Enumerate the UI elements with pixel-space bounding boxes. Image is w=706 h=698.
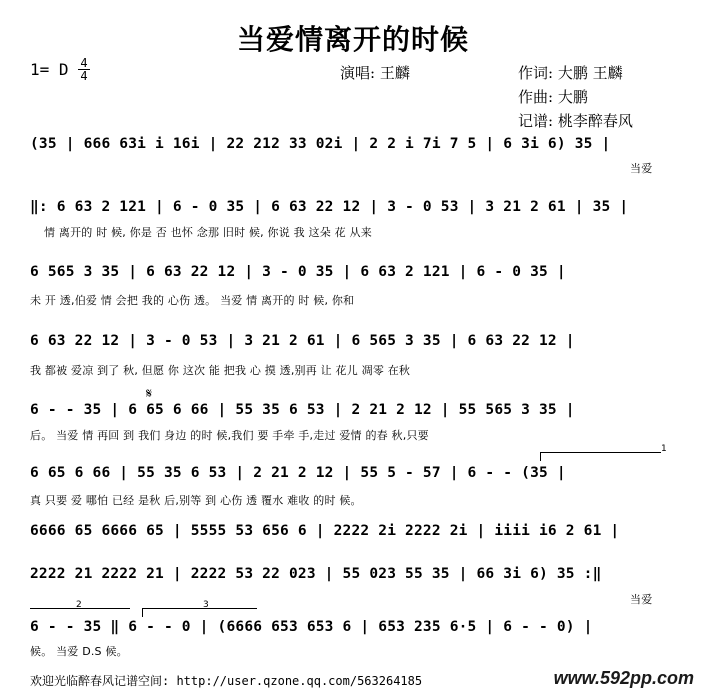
score-line-8-notes: 2222 21 2222 21 | 2222 53 22 023 | 55 023 55 35 | 66 3i 6) 35 :‖ (30, 566, 602, 582)
score-line-4-lyrics: 我 都被 爱凉 到了 秋, 但愿 你 这次 能 把我 心 摸 透,别再 让 花儿 凋零 在秋 (30, 364, 411, 377)
time-signature-top: 4 (80, 56, 88, 70)
score-line-4-notes: 6 63 22 12 | 3 - 0 53 | 3 21 2 61 | 6 565 3 35 | 6 63 22 12 | (30, 333, 575, 349)
score-line-6-lyrics: 真 只要 爱 哪怕 已经 是秋 后,别等 到 心伤 透 覆水 难收 的时 候。 (30, 494, 362, 507)
score-line-7-notes: 6666 65 6666 65 | 5555 53 656 6 | 2222 2i 2222 2i | iiii i6 2 61 | (30, 523, 620, 539)
first-ending-bracket (540, 444, 667, 461)
segno-sign: 𝄋 (146, 386, 153, 402)
score-line-2-lyrics: 情 离开的 时 候, 你是 否 也怀 念那 旧时 候, 你说 我 这朵 花 从来 (44, 226, 372, 239)
third-ending-bracket (142, 600, 257, 617)
singer-credit: 演唱: 王麟 (340, 64, 410, 82)
score-line-5-notes: 6 - - 35 | 6 65 6 66 | 55 35 6 53 | 2 21 2 12 | 55 565 3 35 | (30, 402, 575, 418)
footer-note: 欢迎光临醉春风记谱空间: http://user.qzone.qq.com/563264185 (30, 674, 423, 688)
score-line-3-lyrics: 未 开 透,伯爱 情 会把 我的 心伤 透。 当爱 情 离开的 时 候, 你和 (30, 294, 355, 307)
score-line-3-notes: 6 565 3 35 | 6 63 22 12 | 3 - 0 35 | 6 63 2 121 | 6 - 0 35 | (30, 264, 566, 280)
third-ending-label: 3 (203, 600, 209, 610)
score-line-1-lyrics: 当爱 (630, 162, 653, 175)
song-title: 当爱情离开的时候 (236, 23, 469, 56)
second-ending-bracket (30, 600, 130, 617)
score-line-9-notes: 6 - - 35 ‖ 6 - - 0 | (6666 653 653 6 | 653 235 6·5 | 6 - - 0) | (30, 619, 593, 635)
score-line-5-lyrics: 后。 当爱 情 再回 到 我们 身边 的时 候,我们 要 手牵 手,走过 爱情 的春 秋,只要 (30, 429, 429, 442)
first-ending-label: 1 (661, 444, 667, 454)
time-signature-bottom: 4 (80, 69, 88, 83)
key-signature: 1= D (30, 60, 69, 79)
score-line-9-lyrics: 候。 当爱 D.S 候。 (30, 645, 128, 658)
score-line-1-notes: (35 | 666 63i i 16i | 22 212 33 02i | 2 2 i 7i 7 5 | 6 3i 6) 35 | (30, 136, 611, 152)
second-ending-label: 2 (76, 600, 82, 610)
site-watermark[interactable]: www.592pp.com (553, 668, 694, 688)
transcriber-credit: 记谱: 桃李醉春风 (518, 112, 633, 130)
lyricist-credit: 作词: 大鹏 王麟 (518, 64, 623, 82)
score-line-8-lyrics: 当爱 (630, 593, 653, 606)
time-signature (78, 58, 90, 81)
score-line-6-notes: 6 65 6 66 | 55 35 6 53 | 2 21 2 12 | 55 5 - 57 | 6 - - (35 | (30, 465, 566, 481)
composer-credit: 作曲: 大鹏 (518, 88, 588, 106)
score-line-2-notes: ‖: 6 63 2 121 | 6 - 0 35 | 6 63 22 12 | 3 - 0 53 | 3 21 2 61 | 35 | (30, 199, 629, 215)
